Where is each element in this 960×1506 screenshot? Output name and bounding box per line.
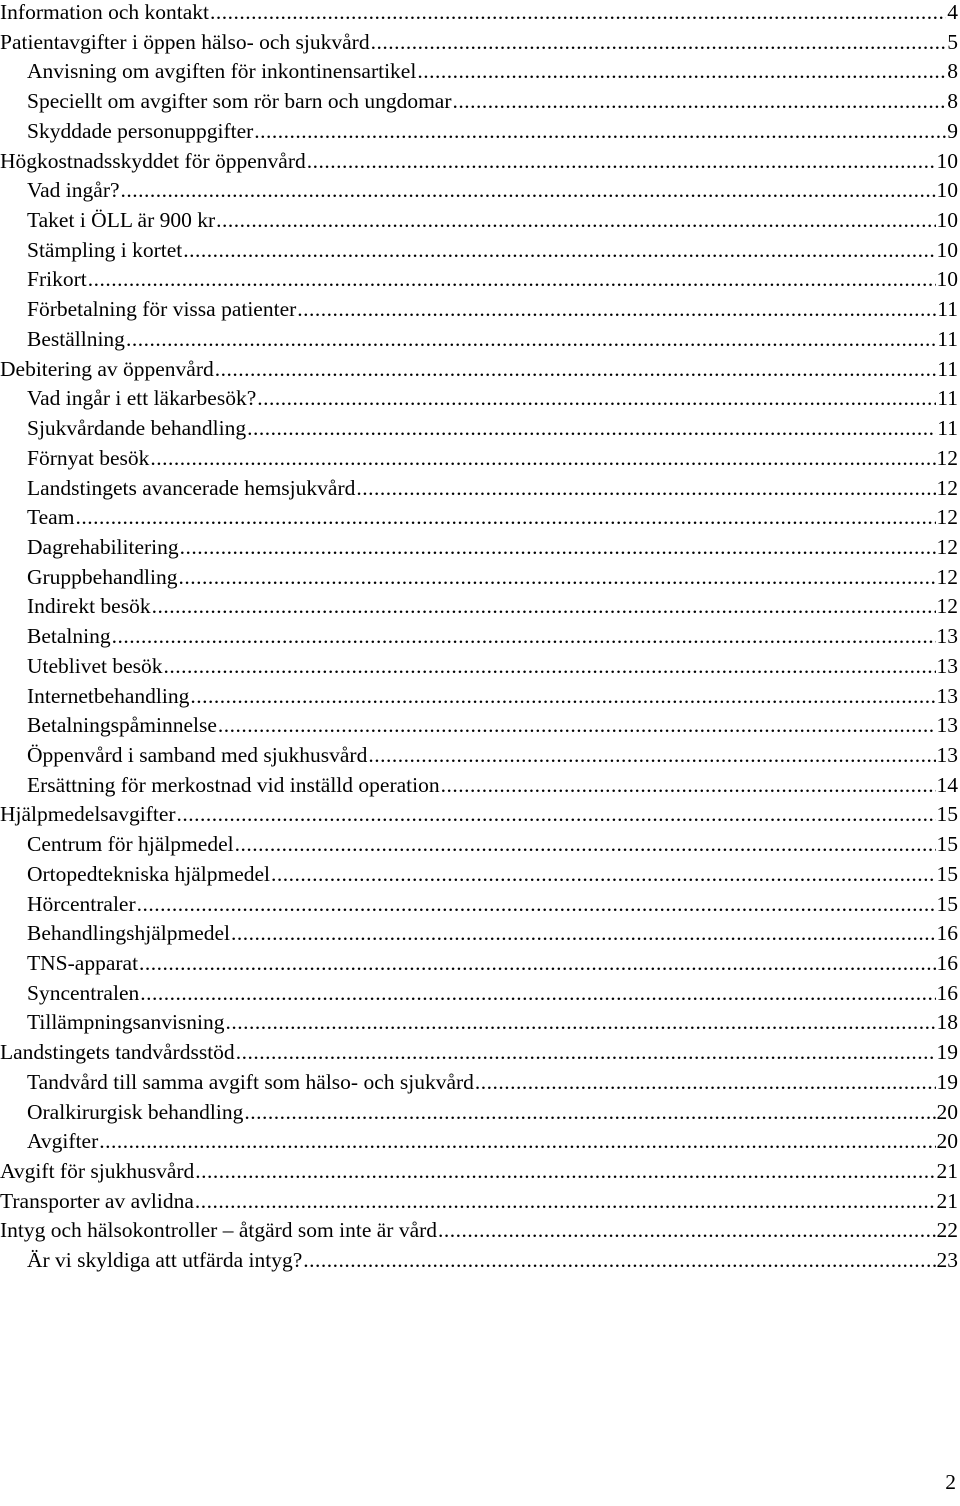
toc-entry[interactable] bbox=[0, 890, 958, 920]
toc-dot-leader bbox=[297, 295, 936, 325]
toc-entry[interactable] bbox=[0, 325, 958, 355]
toc-entry[interactable] bbox=[0, 860, 958, 890]
toc-entry[interactable] bbox=[0, 800, 958, 830]
toc-entry[interactable] bbox=[0, 1068, 958, 1098]
toc-dot-leader bbox=[112, 622, 936, 652]
toc-dot-leader bbox=[271, 860, 936, 890]
toc-entry[interactable] bbox=[0, 741, 958, 771]
toc-entry[interactable] bbox=[0, 87, 958, 117]
toc-entry-page: 15 bbox=[936, 802, 958, 827]
toc-entry[interactable] bbox=[0, 206, 958, 236]
toc-dot-leader bbox=[216, 206, 935, 236]
toc-dot-leader bbox=[356, 474, 935, 504]
toc-entry-title: Indirekt besök bbox=[27, 594, 151, 619]
toc-entry-title: Oralkirurgisk behandling bbox=[27, 1099, 244, 1124]
toc-dot-leader bbox=[441, 771, 936, 801]
toc-dot-leader bbox=[210, 0, 946, 28]
toc-dot-leader bbox=[215, 355, 937, 385]
toc-entry-title: Anvisning om avgiften för inkontinensartikel bbox=[27, 59, 417, 84]
page-number: 2 bbox=[945, 1470, 956, 1494]
toc-entry[interactable] bbox=[0, 236, 958, 266]
toc-dot-leader bbox=[195, 1187, 936, 1217]
toc-entry[interactable] bbox=[0, 533, 958, 563]
toc-dot-leader bbox=[164, 652, 936, 682]
toc-dot-leader bbox=[177, 800, 936, 830]
toc-entry-page: 19 bbox=[936, 1069, 958, 1094]
toc-entry-page: 12 bbox=[936, 594, 958, 619]
toc-dot-leader bbox=[453, 87, 947, 117]
toc-entry-page: 4 bbox=[947, 0, 958, 24]
toc-dot-leader bbox=[368, 741, 935, 771]
toc-entry[interactable] bbox=[0, 1098, 958, 1128]
toc-entry-page: 10 bbox=[936, 208, 958, 233]
toc-entry[interactable] bbox=[0, 147, 958, 177]
toc-entry[interactable] bbox=[0, 503, 958, 533]
toc-entry[interactable] bbox=[0, 0, 958, 28]
toc-entry-title: Team bbox=[27, 505, 75, 530]
toc-entry-title: Vad ingår i ett läkarbesök? bbox=[27, 386, 257, 411]
toc-dot-leader bbox=[475, 1068, 936, 1098]
toc-entry-title: Hjälpmedelsavgifter bbox=[0, 802, 176, 827]
toc-entry-page: 19 bbox=[936, 1040, 958, 1065]
toc-entry[interactable] bbox=[0, 384, 958, 414]
toc-entry-page: 11 bbox=[937, 416, 958, 441]
toc-dot-leader bbox=[180, 533, 936, 563]
toc-entry[interactable] bbox=[0, 563, 958, 593]
toc-dot-leader bbox=[75, 503, 935, 533]
toc-entry-title: Skyddade personuppgifter bbox=[27, 118, 254, 143]
toc-entry-title: Avgift för sjukhusvård bbox=[0, 1159, 195, 1184]
toc-entry-title: Avgifter bbox=[27, 1129, 99, 1154]
toc-entry[interactable] bbox=[0, 682, 958, 712]
toc-entry-page: 13 bbox=[936, 713, 958, 738]
toc-dot-leader bbox=[99, 1127, 935, 1157]
toc-dot-leader bbox=[218, 711, 936, 741]
toc-entry-page: 16 bbox=[936, 951, 958, 975]
toc-entry-page: 22 bbox=[936, 1218, 958, 1243]
toc-entry-title: Landstingets avancerade hemsjukvård bbox=[27, 475, 356, 500]
toc-entry[interactable] bbox=[0, 1127, 958, 1157]
toc-entry-page: 11 bbox=[937, 386, 958, 411]
toc-entry-title: Debitering av öppenvård bbox=[0, 356, 214, 381]
toc-entry-title: Högkostnadsskyddet för öppenvård bbox=[0, 148, 306, 173]
toc-entry-page: 15 bbox=[936, 891, 958, 916]
toc-entry-page: 12 bbox=[936, 445, 958, 470]
toc-entry-page: 16 bbox=[936, 980, 958, 1005]
toc-entry-title: Transporter av avlidna bbox=[0, 1188, 194, 1213]
toc-entry-page: 11 bbox=[937, 356, 958, 381]
toc-entry-title: Gruppbehandling bbox=[27, 564, 178, 589]
toc-dot-leader bbox=[371, 28, 947, 58]
toc-entry[interactable] bbox=[0, 919, 958, 949]
toc-entry[interactable] bbox=[0, 414, 958, 444]
toc-entry-title: Speciellt om avgifter som rör barn och ungdomar bbox=[27, 89, 452, 114]
toc-entry-title: Frikort bbox=[27, 267, 87, 292]
toc-entry[interactable] bbox=[0, 830, 958, 860]
toc-entry-title: Stämpling i kortet bbox=[27, 237, 183, 262]
toc-dot-leader bbox=[438, 1216, 935, 1246]
toc-entry-title: Vad ingår? bbox=[27, 178, 120, 203]
toc-entry[interactable] bbox=[0, 295, 958, 325]
toc-dot-leader bbox=[226, 1008, 936, 1038]
toc-dot-leader bbox=[88, 265, 936, 295]
toc-entry-title: Intyg och hälsokontroller – åtgärd som inte är vård bbox=[0, 1218, 438, 1243]
toc-entry[interactable] bbox=[0, 711, 958, 741]
toc-entry-title: Patientavgifter i öppen hälso- och sjukvård bbox=[0, 29, 370, 54]
toc-entry[interactable] bbox=[0, 1157, 958, 1187]
toc-dot-leader bbox=[417, 57, 946, 87]
toc-dot-leader bbox=[236, 1038, 936, 1068]
toc-entry-title: Centrum för hjälpmedel bbox=[27, 832, 234, 857]
toc-dot-leader bbox=[150, 444, 935, 474]
toc-dot-leader bbox=[183, 236, 935, 266]
toc-dot-leader bbox=[140, 979, 935, 1009]
toc-entry[interactable] bbox=[0, 652, 958, 682]
toc-entry-title: Uteblivet besök bbox=[27, 653, 163, 678]
toc-dot-leader bbox=[121, 176, 936, 206]
toc-entry-page: 11 bbox=[937, 326, 958, 351]
toc-entry-page: 13 bbox=[936, 624, 958, 649]
toc-entry-page: 10 bbox=[936, 267, 958, 292]
toc-entry-title: Ortopedtekniska hjälpmedel bbox=[27, 861, 270, 886]
toc-entry-title: Ersättning för merkostnad vid inställd operation bbox=[27, 772, 440, 797]
toc-dot-leader bbox=[190, 682, 935, 712]
toc-entry-page: 11 bbox=[937, 297, 958, 322]
toc-dot-leader bbox=[254, 117, 946, 147]
toc-entry-page: 20 bbox=[936, 1099, 958, 1124]
toc-entry-page: 13 bbox=[936, 653, 958, 678]
toc-entry-title: Behandlingshjälpmedel bbox=[27, 921, 231, 946]
toc-entry[interactable] bbox=[0, 28, 958, 58]
toc-entry-title: Syncentralen bbox=[27, 980, 140, 1005]
toc-entry[interactable] bbox=[0, 1038, 958, 1068]
toc-entry-page: 13 bbox=[936, 742, 958, 767]
toc-entry[interactable] bbox=[0, 592, 958, 622]
toc-entry-title: Information och kontakt bbox=[0, 0, 209, 24]
toc-entry[interactable] bbox=[0, 771, 958, 801]
toc-entry-page: 18 bbox=[936, 1010, 958, 1035]
toc-entry-page: 21 bbox=[936, 1159, 958, 1184]
toc-entry[interactable] bbox=[0, 355, 958, 385]
toc-entry[interactable] bbox=[0, 117, 958, 147]
toc-entry-title: Betalning bbox=[27, 624, 111, 649]
toc-entry-page: 12 bbox=[936, 534, 958, 559]
toc-dot-leader bbox=[303, 1246, 935, 1276]
toc-entry-title: Betalningspåminnelse bbox=[27, 713, 217, 738]
toc-entry[interactable] bbox=[0, 57, 958, 87]
toc-entry-title: Sjukvårdande behandling bbox=[27, 416, 247, 441]
toc-entry-page: 14 bbox=[936, 772, 958, 797]
toc-entry[interactable] bbox=[0, 1008, 958, 1038]
toc-entry-title: Hörcentraler bbox=[27, 891, 136, 916]
toc-entry-page: 12 bbox=[936, 505, 958, 530]
toc-entry-title: Är vi skyldiga att utfärda intyg? bbox=[27, 1248, 303, 1273]
toc-dot-leader bbox=[178, 563, 935, 593]
toc-dot-leader bbox=[152, 592, 936, 622]
toc-dot-leader bbox=[231, 919, 935, 949]
toc-entry-page: 23 bbox=[936, 1248, 958, 1273]
toc-entry-title: Landstingets tandvårdsstöd bbox=[0, 1040, 235, 1065]
toc-entry-page: 12 bbox=[936, 475, 958, 500]
toc-entry-page: 9 bbox=[947, 118, 958, 143]
toc-entry[interactable] bbox=[0, 265, 958, 295]
toc-entry-page: 20 bbox=[936, 1129, 958, 1154]
toc-entry-title: Tandvård till samma avgift som hälso- och sjukvård bbox=[27, 1069, 474, 1094]
toc-entry[interactable] bbox=[0, 444, 958, 474]
toc-entry-page: 13 bbox=[936, 683, 958, 708]
toc-entry[interactable] bbox=[0, 1216, 958, 1246]
toc-entry-page: 15 bbox=[936, 861, 958, 886]
toc-entry-page: 10 bbox=[936, 178, 958, 203]
toc-entry[interactable] bbox=[0, 949, 958, 979]
toc-entry[interactable] bbox=[0, 176, 958, 206]
toc-entry-title: Taket i ÖLL är 900 kr bbox=[27, 208, 216, 233]
toc-entry-page: 8 bbox=[947, 59, 958, 84]
toc-dot-leader bbox=[307, 147, 936, 177]
toc-entry[interactable] bbox=[0, 1187, 958, 1217]
toc-entry[interactable] bbox=[0, 979, 958, 1009]
toc-entry-title: Förnyat besök bbox=[27, 445, 150, 470]
toc-entry-page: 10 bbox=[936, 237, 958, 262]
toc-dot-leader bbox=[126, 325, 936, 355]
toc-entry[interactable] bbox=[0, 622, 958, 652]
toc-dot-leader bbox=[235, 830, 936, 860]
toc-entry-title: TNS-apparat bbox=[27, 951, 139, 975]
toc-entry-page: 15 bbox=[936, 832, 958, 857]
toc-dot-leader bbox=[139, 949, 935, 979]
toc-entry-page: 16 bbox=[936, 921, 958, 946]
toc-entry-title: Internetbehandling bbox=[27, 683, 190, 708]
toc-entry-title: Öppenvård i samband med sjukhusvård bbox=[27, 742, 368, 767]
toc-entry[interactable] bbox=[0, 1246, 958, 1276]
toc-entry-page: 10 bbox=[936, 148, 958, 173]
toc-dot-leader bbox=[195, 1157, 935, 1187]
toc-entry-title: Dagrehabilitering bbox=[27, 534, 179, 559]
toc-dot-leader bbox=[137, 890, 936, 920]
toc-entry-page: 8 bbox=[947, 89, 958, 114]
toc-dot-leader bbox=[244, 1098, 935, 1128]
toc-entry-title: Förbetalning för vissa patienter bbox=[27, 297, 297, 322]
toc-entry-page: 12 bbox=[936, 564, 958, 589]
toc-entry-page: 21 bbox=[936, 1188, 958, 1213]
toc-entry[interactable] bbox=[0, 474, 958, 504]
toc-entry-page: 5 bbox=[947, 29, 958, 54]
toc-dot-leader bbox=[257, 384, 936, 414]
toc-entry-title: Beställning bbox=[27, 326, 125, 351]
toc-dot-leader bbox=[247, 414, 936, 444]
toc-entry-title: Tillämpningsanvisning bbox=[27, 1010, 225, 1035]
